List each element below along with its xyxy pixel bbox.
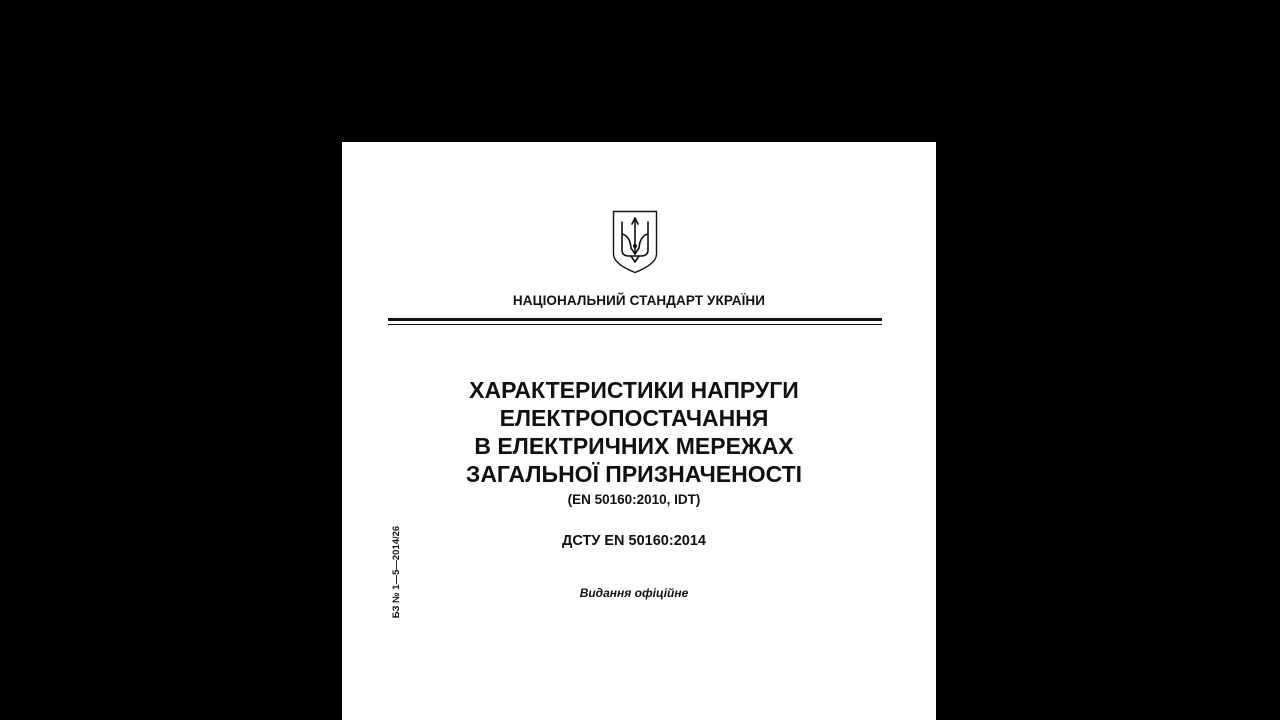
title-line: ЕЛЕКТРОПОСТАЧАННЯ (499, 405, 769, 431)
standard-reference: (EN 50160:2010, IDT) (567, 492, 701, 507)
side-registration-note: БЗ № 1—5—2014/26 (391, 525, 402, 619)
header-rule-thick (388, 318, 882, 321)
coat-of-arms-trident-icon (612, 210, 658, 274)
document-title (342, 376, 926, 488)
document-page (342, 142, 936, 720)
edition-note: Видання офіційне (579, 586, 689, 600)
standard-code: ДСТУ EN 50160:2014 (562, 533, 706, 549)
title-line: ЗАГАЛЬНОЇ ПРИЗНАЧЕНОСТІ (465, 461, 803, 487)
document-header: НАЦІОНАЛЬНИЙ СТАНДАРТ УКРАЇНИ (512, 293, 766, 308)
title-line: ХАРАКТЕРИСТИКИ НАПРУГИ (469, 377, 799, 403)
header-rule-thin (388, 324, 882, 325)
title-line: В ЕЛЕКТРИЧНИХ МЕРЕЖАХ (474, 433, 794, 459)
